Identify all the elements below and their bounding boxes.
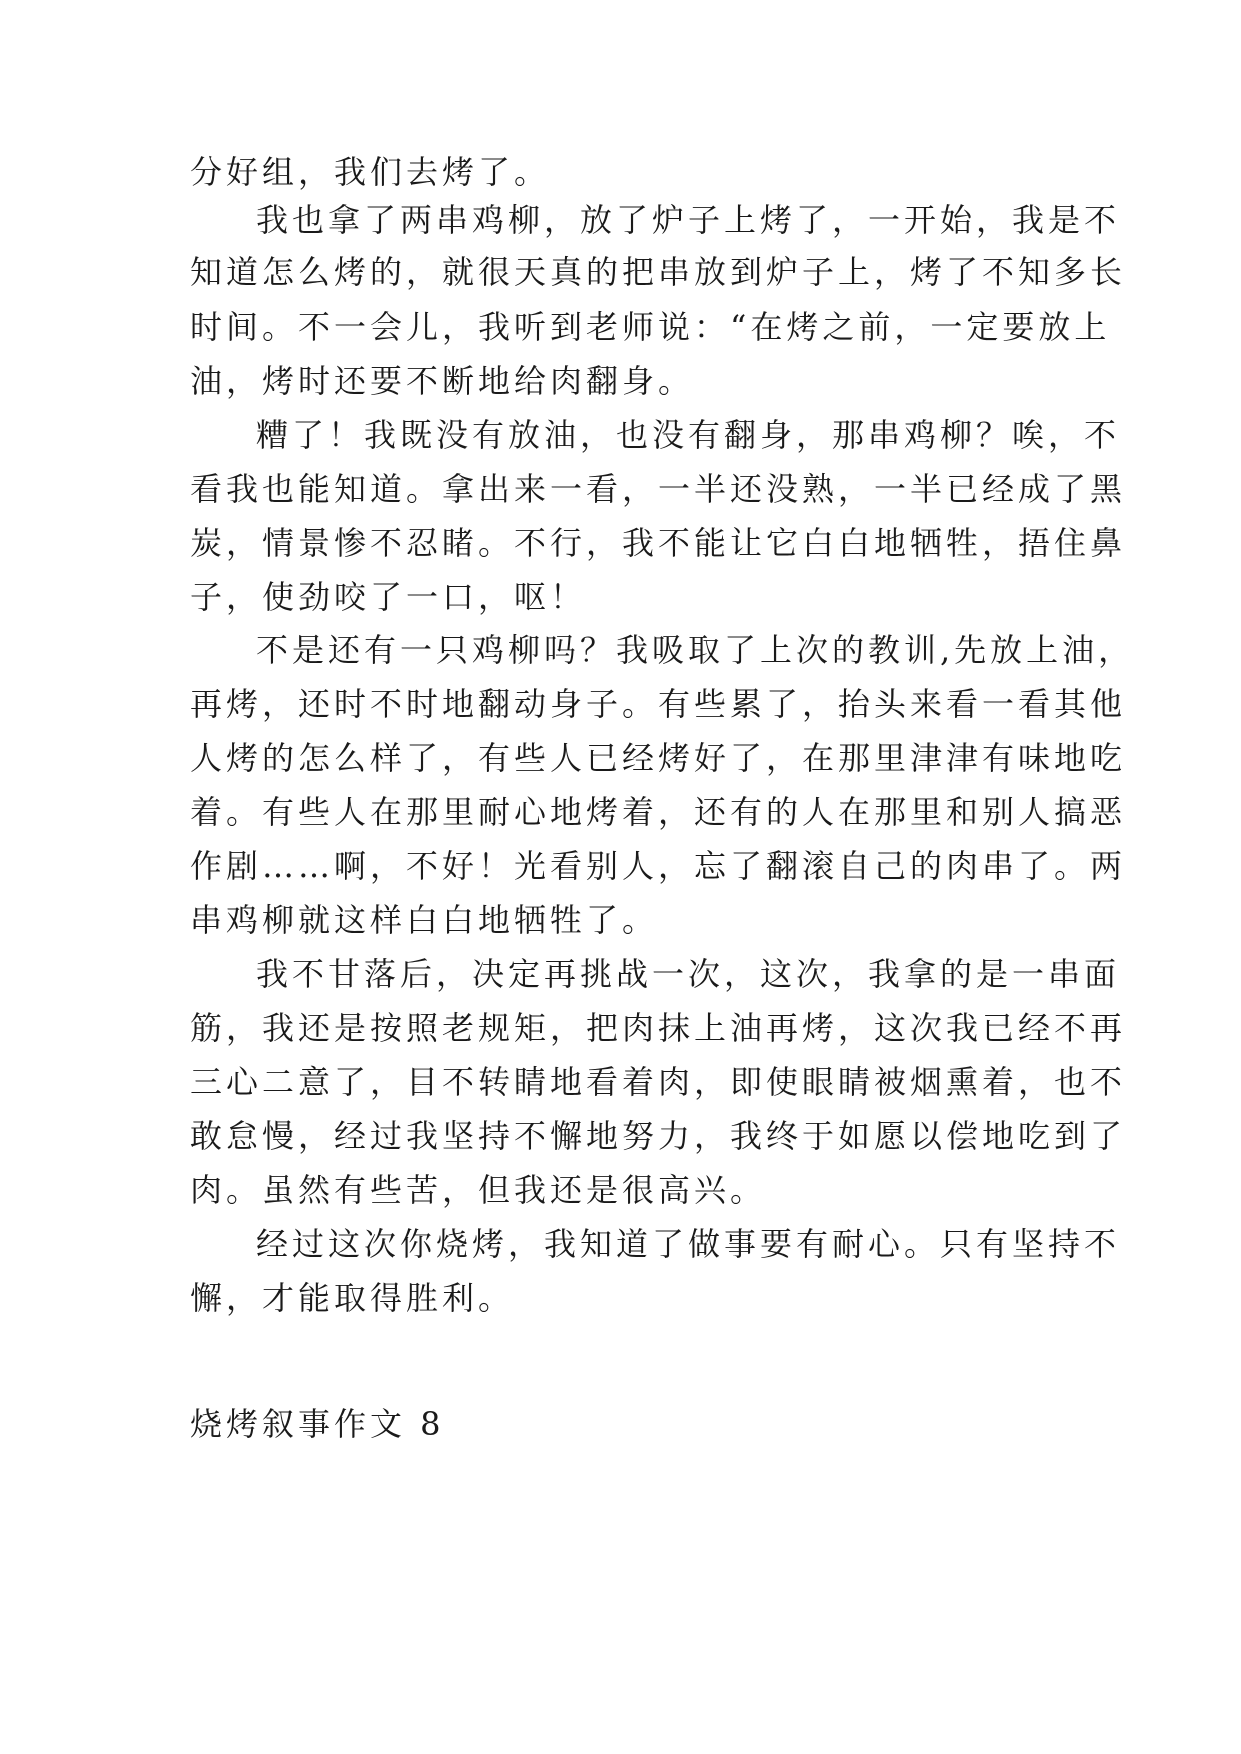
text-line: 着。有些人在那里耐心地烤着，还有的人在那里和别人搞恶 <box>190 793 1127 831</box>
text-line: 子，使劲咬了一口，呕！ <box>190 578 587 616</box>
text-line: 作剧……啊，不好！光看别人，忘了翻滚自己的肉串了。两 <box>190 847 1127 885</box>
text-line: 人烤的怎么样了，有些人已经烤好了，在那里津津有味地吃 <box>190 739 1127 777</box>
text-line: 敢怠慢，经过我坚持不懈地努力，我终于如愿以偿地吃到了 <box>190 1117 1127 1155</box>
text-line: 筋，我还是按照老规矩，把肉抹上油再烤，这次我已经不再 <box>190 1009 1127 1047</box>
text-line: 看我也能知道。拿出来一看，一半还没熟，一半已经成了黑 <box>190 470 1127 508</box>
paragraph-start-line: 经过这次你烧烤，我知道了做事要有耐心。只有坚持不 <box>256 1225 1121 1263</box>
paragraph-start-line: 不是还有一只鸡柳吗？我吸取了上次的教训,先放上油， <box>256 631 1135 669</box>
text-line: 知道怎么烤的，就很天真的把串放到炉子上，烤了不知多长 <box>190 253 1127 291</box>
text-line: 分好组，我们去烤了。 <box>190 153 551 191</box>
section-title: 烧烤叙事作文 8 <box>190 1405 445 1443</box>
text-line: 肉。虽然有些苦，但我还是很高兴。 <box>190 1171 767 1209</box>
text-line: 油，烤时还要不断地给肉翻身。 <box>190 362 695 400</box>
paragraph-start-line: 我不甘落后，决定再挑战一次，这次，我拿的是一串面 <box>256 955 1121 993</box>
text-line: 再烤，还时不时地翻动身子。有些累了，抬头来看一看其他 <box>190 685 1127 723</box>
paragraph-start-line: 糟了！我既没有放油，也没有翻身，那串鸡柳？唉，不 <box>256 416 1121 454</box>
text-line: 三心二意了，目不转睛地看着肉，即使眼睛被烟熏着，也不 <box>190 1063 1127 1101</box>
text-line: 时间。不一会儿，我听到老师说：“在烤之前，一定要放上 <box>190 308 1111 346</box>
text-line: 串鸡柳就这样白白地牺牲了。 <box>190 901 659 939</box>
paragraph-start-line: 我也拿了两串鸡柳，放了炉子上烤了，一开始，我是不 <box>256 201 1121 239</box>
text-line: 炭，情景惨不忍睹。不行，我不能让它白白地牺牲，捂住鼻 <box>190 524 1127 562</box>
text-line: 懈，才能取得胜利。 <box>190 1279 515 1317</box>
